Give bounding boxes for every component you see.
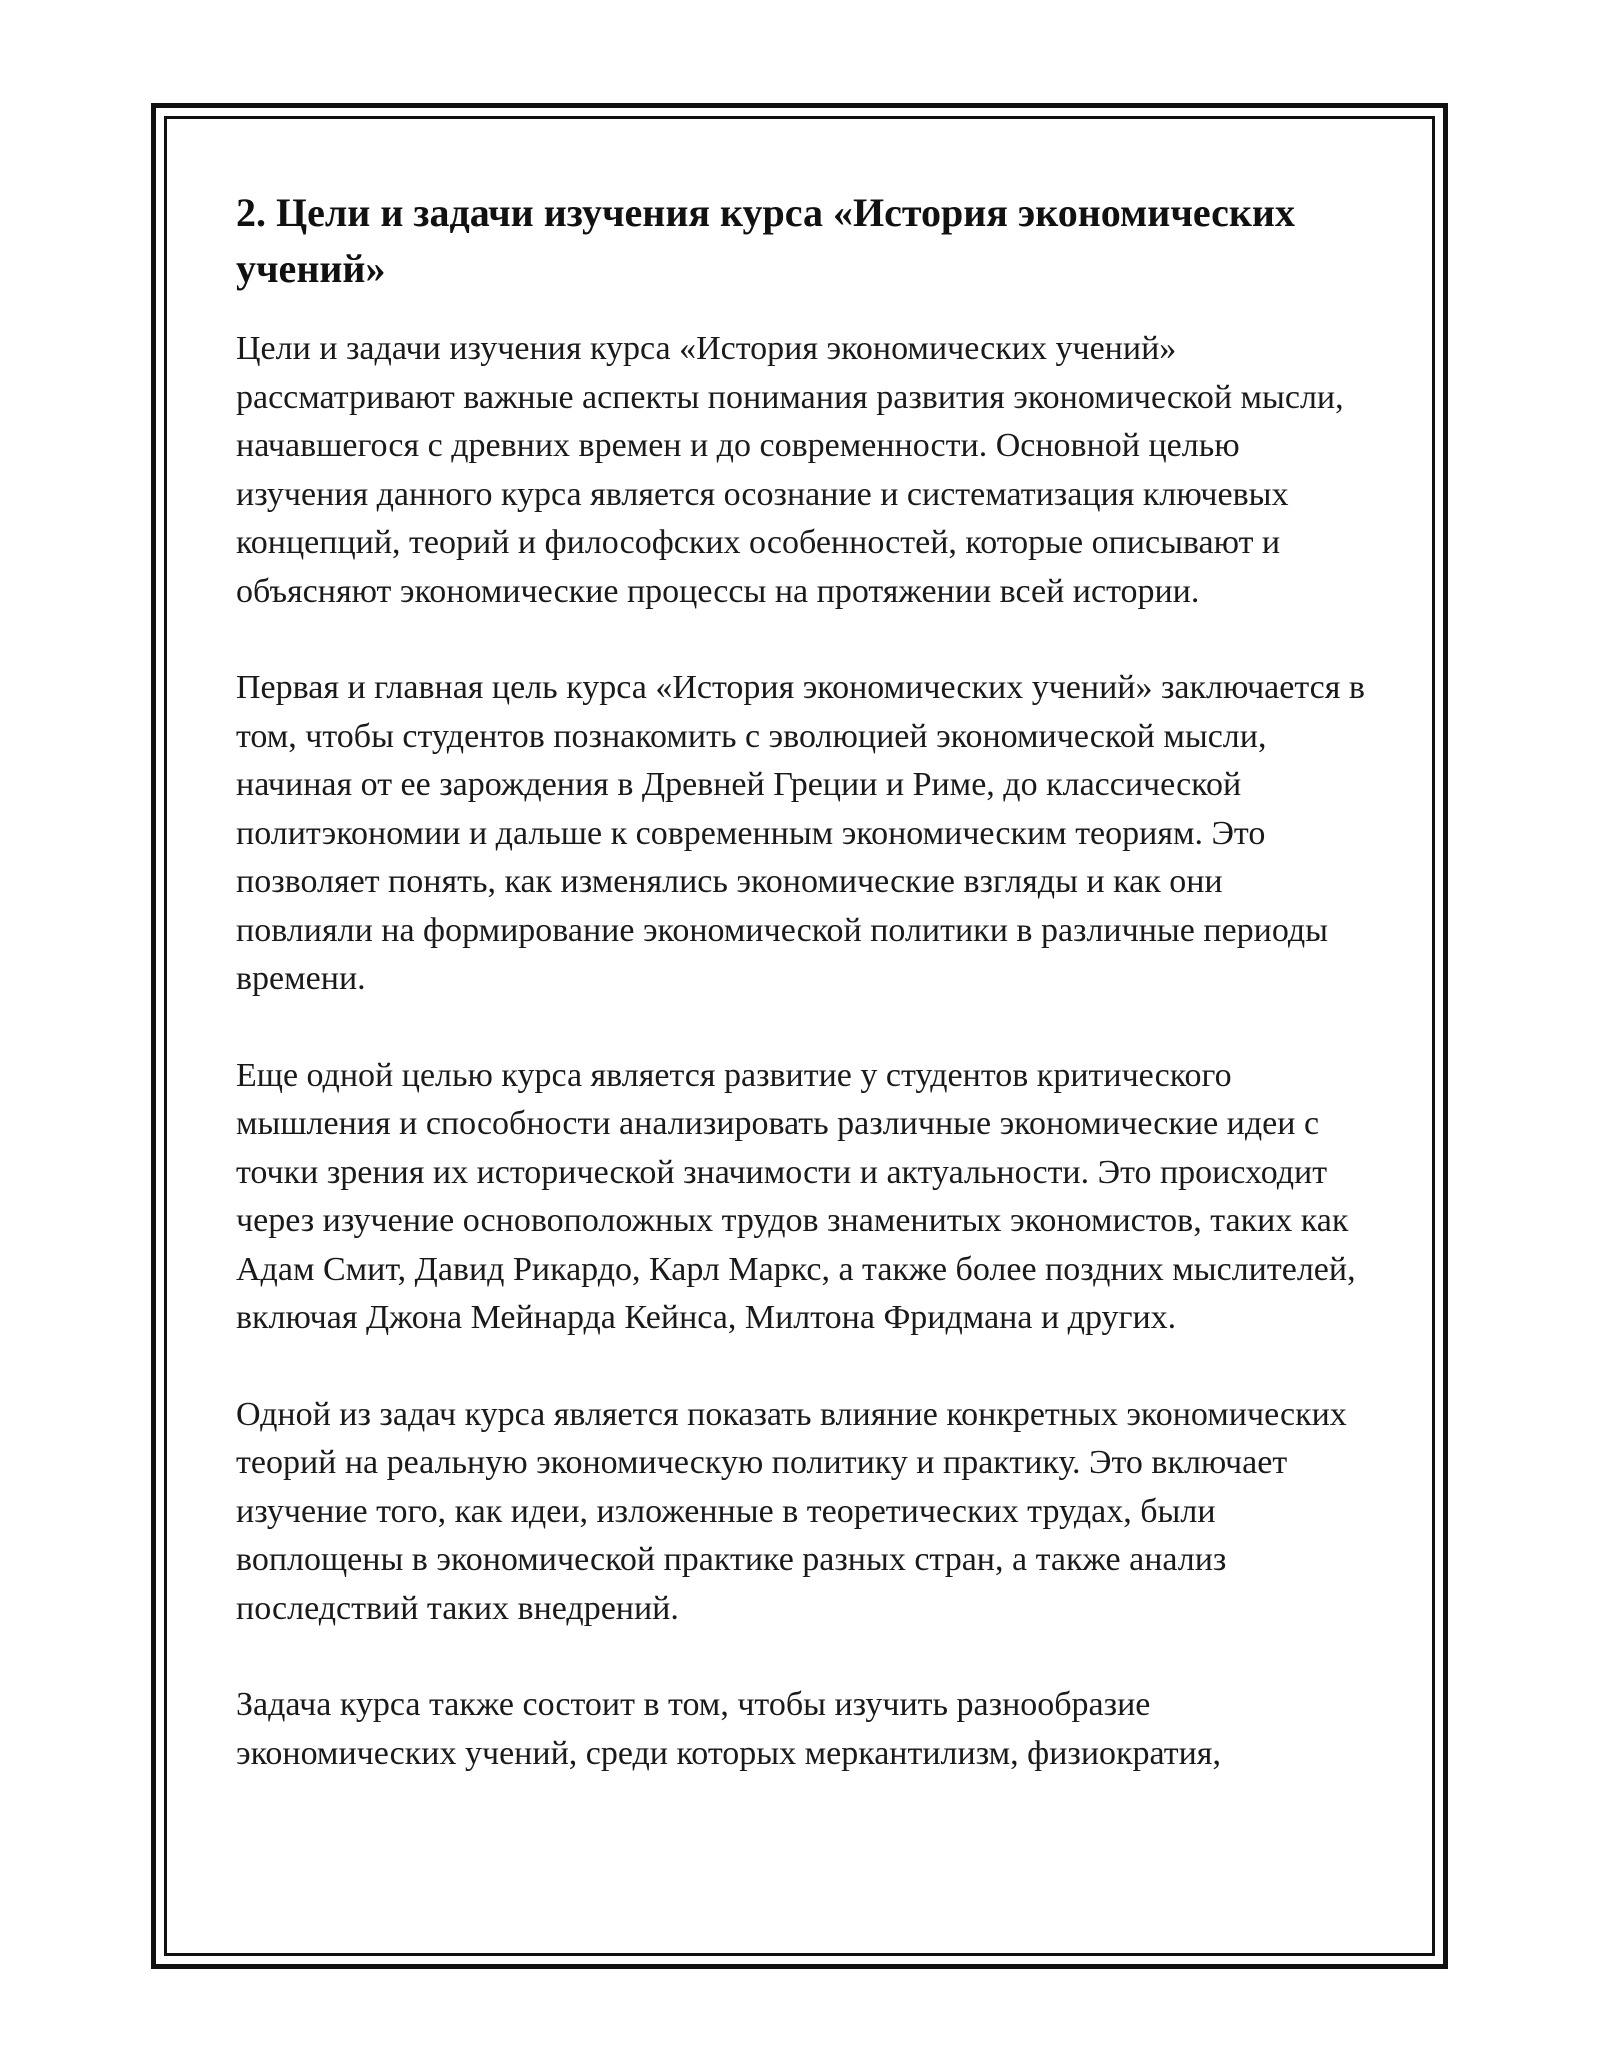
- document-body: [236, 185, 1366, 1826]
- paragraph-5: Задача курса также состоит в том, чтобы изучить разнообразие экономических учений, среди которых меркантилизм, физиократия,: [236, 1686, 1221, 1772]
- paragraph-1: Цели и задачи изучения курса «История экономических учений» рассматривают важные аспекты понимания развития экономической мысли, начавшегося с древних времен и до современности. Основной целью изучения данного курса является осознание и систематизация ключевых концепций, теорий и философских особенностей, которые описывают и объясняют экономические процессы на протяжении всей истории.: [236, 330, 1344, 610]
- section-heading: 2. Цели и задачи изучения курса «История экономических учений»: [236, 190, 1295, 291]
- paragraph-4: Одной из задач курса является показать влияние конкретных экономических теорий на реальную экономическую политику и практику. Это включает изучение того, как идеи, изложенные в теоретических трудах, были воплощены в экономической практике разных стран, а также анализ последствий таких внедрений.: [236, 1395, 1347, 1627]
- paragraph-2: Первая и главная цель курса «История экономических учений» заключается в том, чтобы студентов познакомить с эволюцией экономической мысли, начиная от ее зарождения в Древней Греции и Риме, до классической политэкономии и дальше к современным экономическим теориям. Это позволяет понять, как изменялись экономические взгляды и как они повлияли на формирование экономической политики в различные периоды времени.: [236, 669, 1365, 997]
- paragraph-3: Еще одной целью курса является развитие у студентов критического мышления и способности анализировать различные экономические идеи с точки зрения их исторической значимости и актуальности. Это происходит через изучение основоположных трудов знаменитых экономистов, таких как Адам Смит, Давид Рикардо, Карл Маркс, а также более поздних мыслителей, включая Джона Мейнарда Кейнса, Милтона Фридмана и других.: [236, 1056, 1356, 1336]
